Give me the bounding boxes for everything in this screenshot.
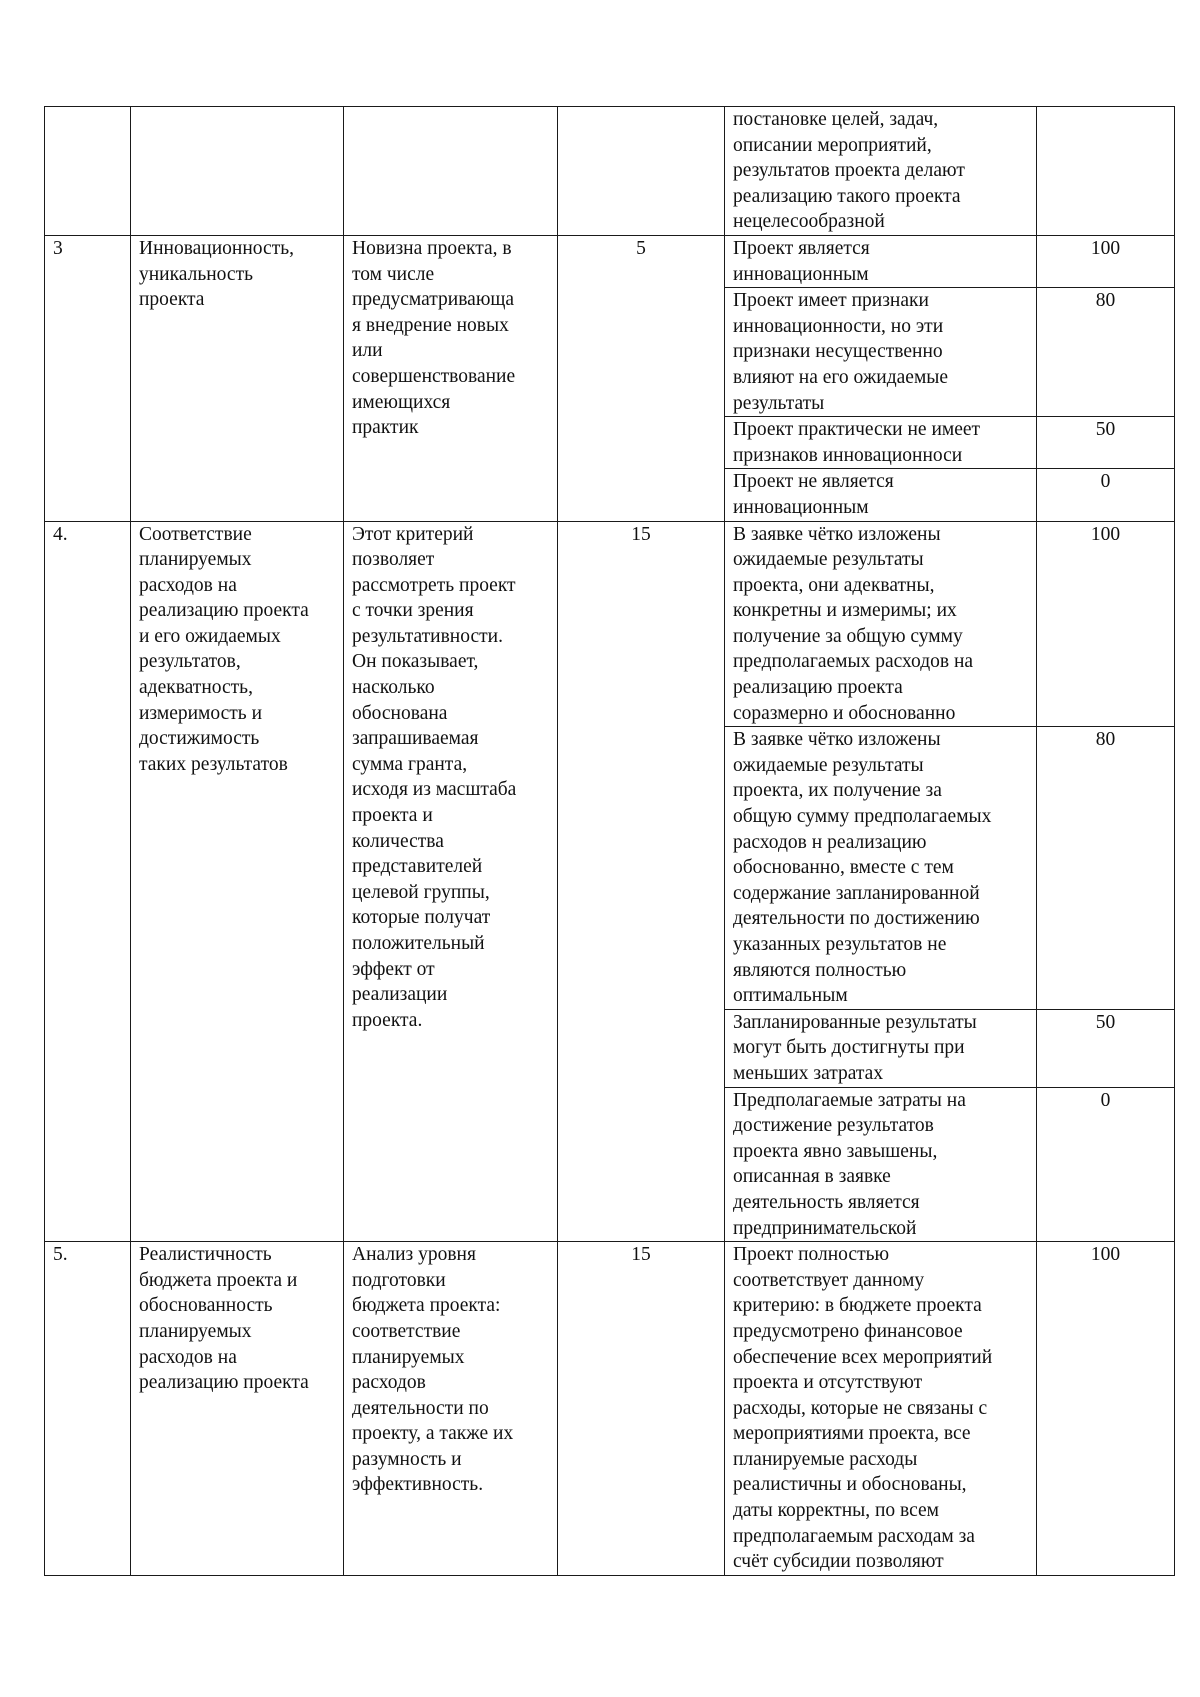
text-line: эффективность. [352,1474,484,1496]
text-line: деятельности по достижению [733,908,980,930]
text-line: адекватность, [139,677,253,699]
text-line: инновационным [733,263,869,285]
text-line: проекта, их получение за [733,780,942,802]
text-line: я внедрение новых [352,314,509,336]
row-number [45,107,131,236]
weight-cell [558,107,725,236]
text-line: разумность и [352,1448,462,1470]
text-line: Этот критерий [352,523,474,545]
criteria-table [44,106,1175,1576]
text-line: Проект полностью [733,1244,890,1266]
text-line: Соответствие [139,523,252,545]
text-line: Новизна проекта, в [352,237,512,259]
text-line: могут быть достигнуты при [733,1037,965,1059]
text-line: позволяет [352,549,435,571]
level-description-cell [725,469,1037,521]
text-line: признаков инновационноси [733,444,963,466]
text-line: нецелесообразной [733,211,885,233]
description-cell [344,107,558,236]
text-line: достижимость [139,728,260,750]
text-line: эффект от [352,958,435,980]
text-line: ожидаемые результаты [733,549,924,571]
text-line: измеримость и [139,702,262,724]
text-line: реализацию такого проекта [733,185,961,207]
table-row [45,235,1175,287]
text-line: таких результатов [139,753,288,775]
text-line: Проект не является [733,471,894,493]
text-line: даты корректны, по всем [733,1500,940,1522]
text-line: проекта и отсутствуют [733,1372,923,1394]
text-line: подготовки [352,1269,446,1291]
text-line: соответствие [352,1320,461,1342]
text-line: исходя из масштаба [352,779,517,801]
table-row [45,521,1175,727]
text-line: проекту, а также их [352,1423,514,1445]
text-line: реализации [352,984,448,1006]
text-line: Инновационность, [139,237,294,259]
text-line: обеспечение всех мероприятий [733,1346,993,1368]
score-cell: 0 [1037,469,1175,521]
score-cell: 80 [1037,288,1175,417]
description-cell [344,235,558,521]
text-line: признаки несущественно [733,341,943,363]
text-line: проекта. [352,1009,423,1031]
text-line: Проект практически не имеет [733,419,981,441]
text-line: содержание запланированной [733,882,980,904]
text-line: реализацию проекта [733,677,903,699]
table-row [45,1242,1175,1576]
text-line: инновационности, но эти [733,315,944,337]
text-line: результатов проекта делают [733,160,965,182]
level-description-cell [725,1242,1037,1576]
text-line: счёт субсидии позволяют [733,1551,944,1573]
text-line: расходов на [139,1346,237,1368]
level-description-cell [725,521,1037,727]
text-line: инновационным [733,496,869,518]
weight-cell: 5 [558,235,725,521]
text-line: соответствует данному [733,1269,925,1291]
text-line: деятельности по [352,1397,489,1419]
criterion-cell [131,521,344,1242]
text-line: проекта [139,289,205,311]
text-line: имеющихся [352,391,451,413]
text-line: предполагаемым расходам за [733,1525,975,1547]
level-description-cell [725,288,1037,417]
text-line: Запланированные результаты [733,1011,977,1033]
text-line: предусматривающа [352,289,515,311]
weight-cell: 15 [558,1242,725,1576]
text-line: общую сумму предполагаемых [733,806,992,828]
text-line: расходов на [139,574,237,596]
description-cell [344,521,558,1242]
text-line: с точки зрения [352,600,474,622]
text-line: В заявке чётко изложены [733,729,941,751]
row-number: 4. [45,521,131,1242]
text-line: критерию: в бюджете проекта [733,1295,982,1317]
score-cell: 0 [1037,1087,1175,1242]
text-line: планируемых [139,549,252,571]
text-line: достижение результатов [733,1115,934,1137]
text-line: запрашиваемая [352,728,479,750]
text-line: Анализ уровня [352,1244,476,1266]
criterion-cell [131,107,344,236]
text-line: оптимальным [733,985,848,1007]
text-line: целевой группы, [352,881,490,903]
score-cell: 100 [1037,521,1175,727]
text-line: и его ожидаемых [139,625,281,647]
level-description-cell [725,235,1037,287]
weight-cell: 15 [558,521,725,1242]
score-cell: 100 [1037,235,1175,287]
text-line: меньших затратах [733,1062,884,1084]
text-line: проекта и [352,805,433,827]
text-line: бюджета проекта и [139,1269,298,1291]
text-line: Проект имеет признаки [733,290,929,312]
text-line: реализацию проекта [139,600,309,622]
text-line: обоснованность [139,1295,273,1317]
text-line: Он показывает, [352,651,479,673]
text-line: или [352,340,383,362]
text-line: Реалистичность [139,1244,272,1266]
level-description-cell [725,1087,1037,1242]
level-description-cell [725,727,1037,1010]
text-line: которые получат [352,907,491,929]
text-line: проекта, они адекватны, [733,574,935,596]
text-line: обоснованно, вместе с тем [733,857,954,879]
text-line: описании мероприятий, [733,134,932,156]
text-line: указанных результатов не [733,934,947,955]
text-line: количества [352,830,444,852]
level-description-cell [725,1009,1037,1087]
text-line: постановке целей, задач, [733,109,939,130]
text-line: ожидаемые результаты [733,754,924,776]
text-line: влияют на его ожидаемые [733,366,949,388]
text-line: предпринимательской [733,1217,917,1239]
row-number: 5. [45,1242,131,1576]
text-line: положительный [352,933,485,954]
level-description-cell [725,107,1037,236]
text-line: насколько [352,677,435,699]
text-line: планируемых [139,1320,252,1342]
score-cell [1037,107,1175,236]
score-cell: 80 [1037,727,1175,1010]
text-line: результативности. [352,625,503,647]
description-cell [344,1242,558,1576]
text-line: планируемые расходы [733,1448,918,1470]
score-cell: 50 [1037,1009,1175,1087]
text-line: описанная в заявке [733,1166,891,1188]
text-line: бюджета проекта: [352,1295,501,1317]
text-line: В заявке чётко изложены [733,523,941,545]
score-cell: 50 [1037,417,1175,469]
text-line: расходы, которые не связаны с [733,1397,988,1419]
score-cell: 100 [1037,1242,1175,1576]
text-line: результатов, [139,651,241,673]
text-line: расходов н реализацию [733,831,927,853]
text-line: рассмотреть проект [352,574,516,596]
text-line: реалистичны и обоснованы, [733,1474,967,1496]
text-line: Предполагаемые затраты на [733,1089,966,1111]
text-line: деятельность является [733,1191,920,1213]
criterion-cell [131,1242,344,1576]
text-line: Проект является [733,237,870,259]
text-line: реализацию проекта [139,1372,309,1394]
text-line: обоснована [352,702,448,724]
table-row [45,107,1175,236]
criteria-table-body [45,107,1175,1576]
text-line: расходов [352,1372,426,1394]
text-line: уникальность [139,263,253,285]
text-line: результаты [733,392,825,414]
text-line: представителей [352,856,483,878]
row-number: 3 [45,235,131,521]
criterion-cell [131,235,344,521]
text-line: мероприятиями проекта, все [733,1423,971,1445]
text-line: том числе [352,263,435,285]
text-line: конкретны и измеримы; их [733,600,957,622]
text-line: предусмотрено финансовое [733,1320,963,1342]
text-line: практик [352,417,419,439]
text-line: сумма гранта, [352,753,468,775]
text-line: предполагаемых расходов на [733,651,974,673]
text-line: совершенствование [352,365,516,387]
text-line: планируемых [352,1346,465,1368]
text-line: проекта явно завышены, [733,1140,938,1162]
text-line: являются полностью [733,959,907,981]
text-line: соразмерно и обоснованно [733,702,956,724]
level-description-cell [725,417,1037,469]
text-line: получение за общую сумму [733,625,963,647]
